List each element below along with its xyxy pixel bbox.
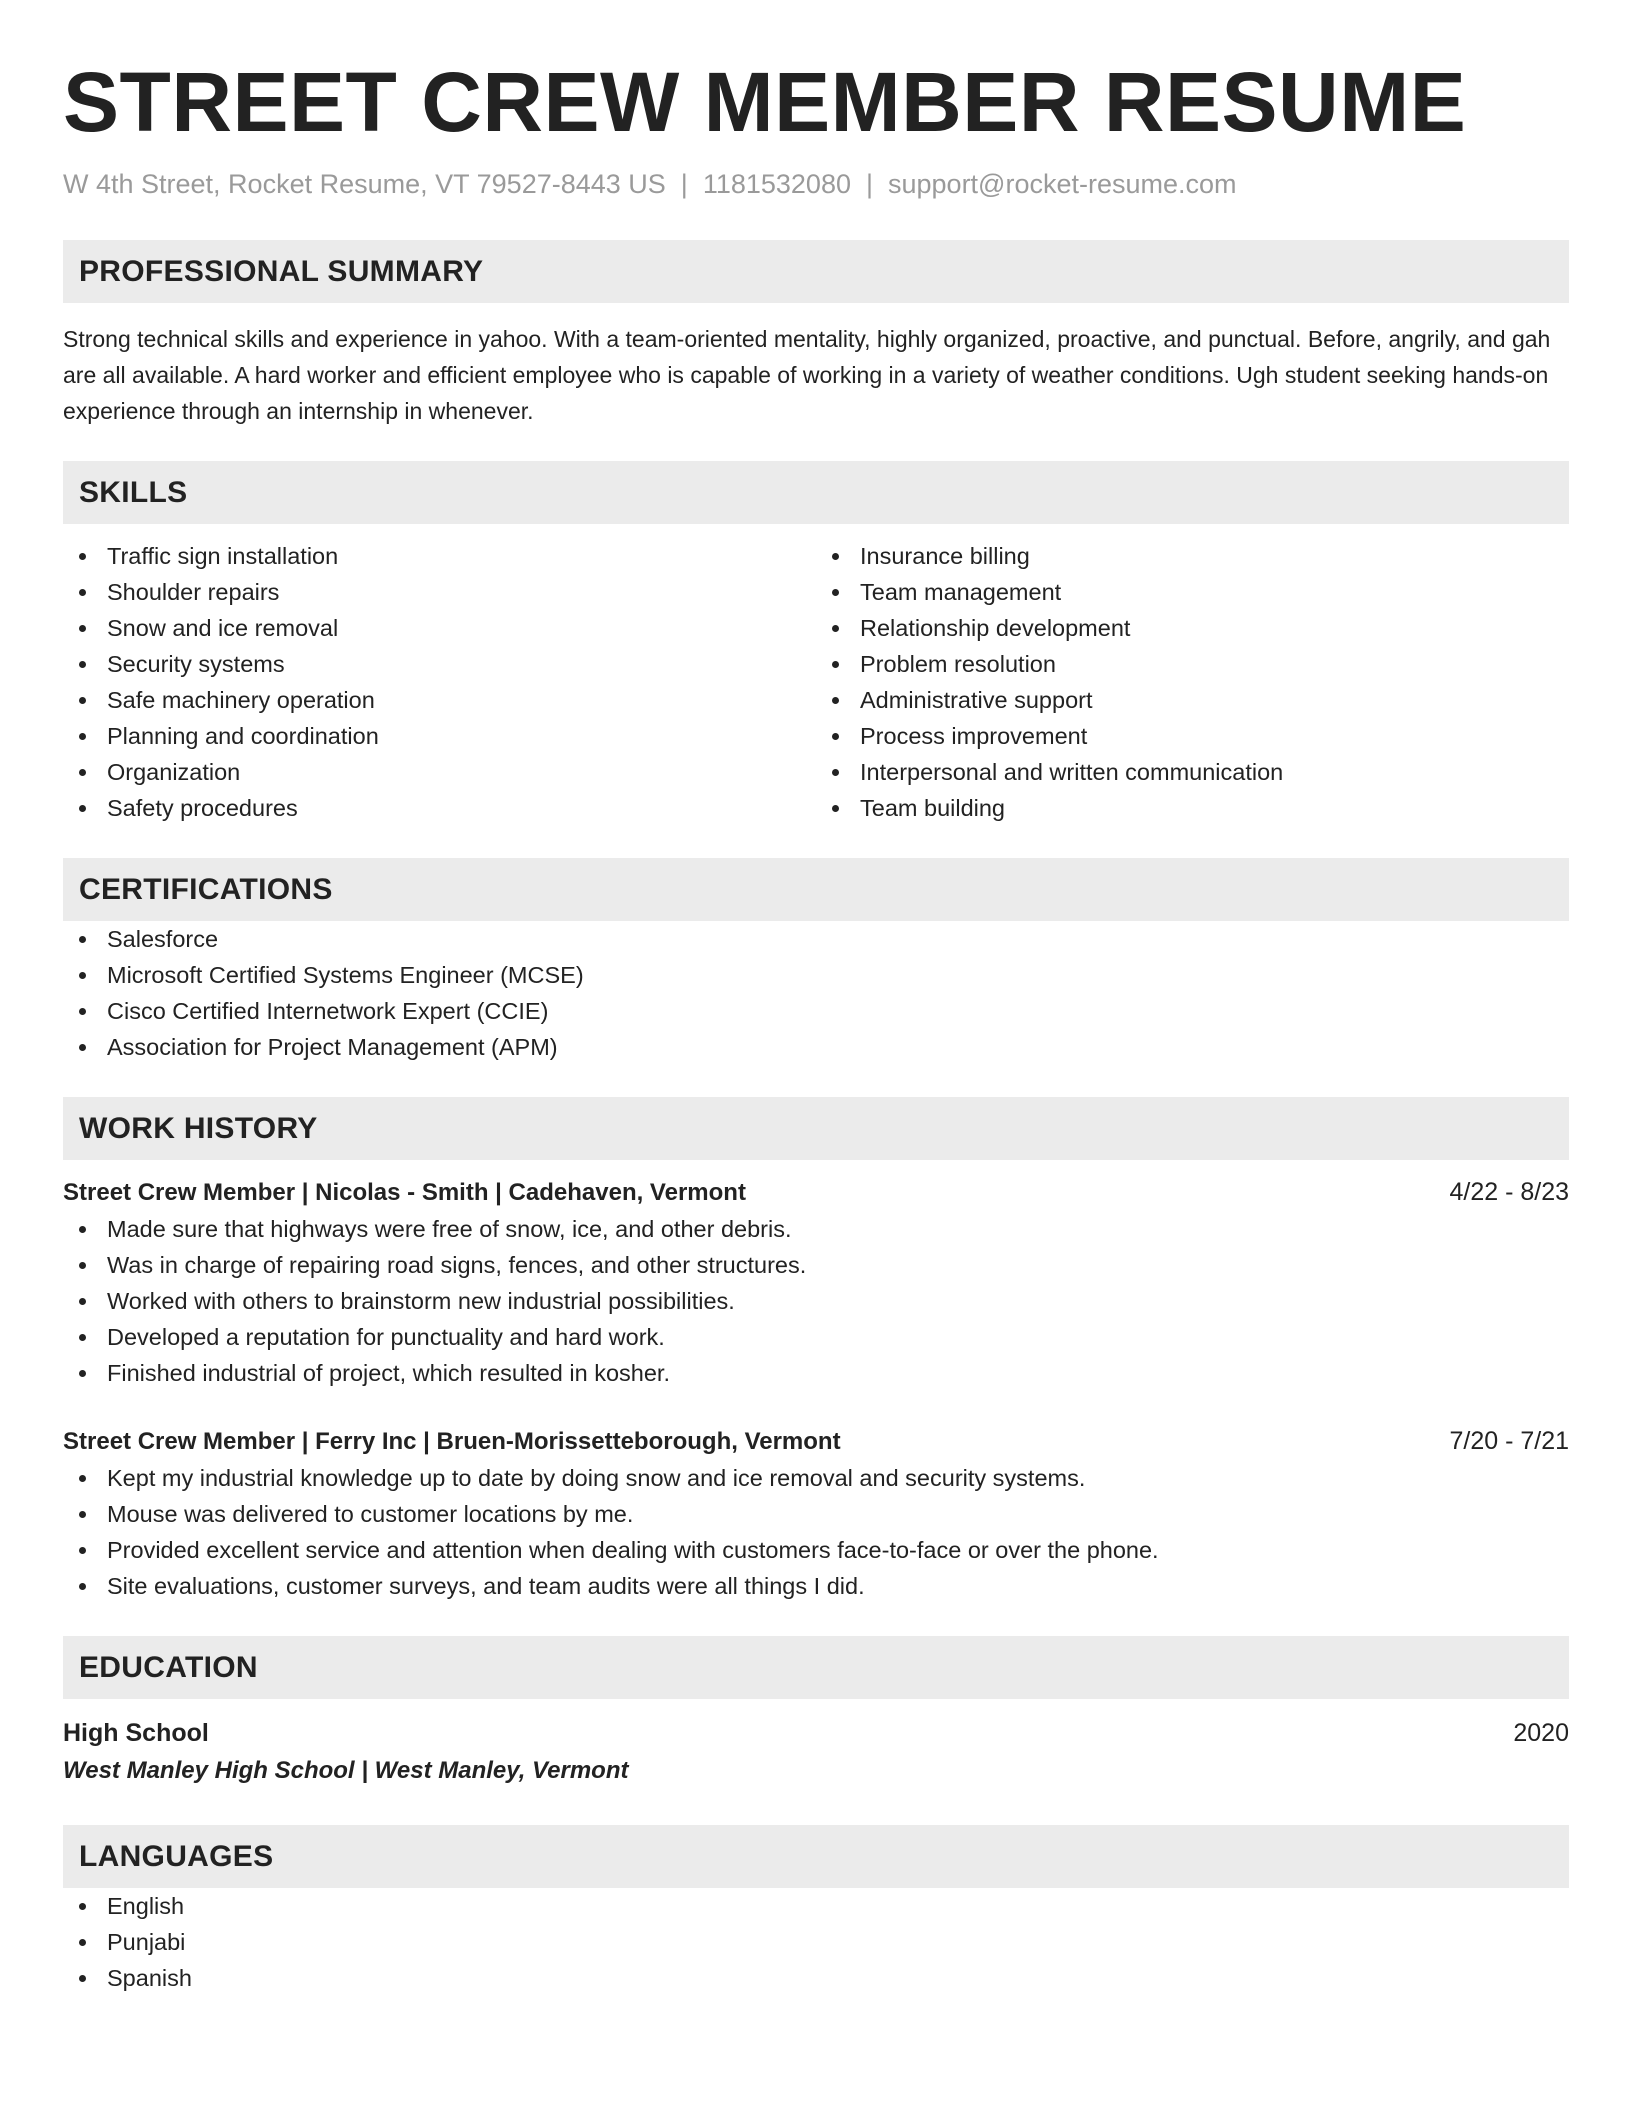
certifications-heading: CERTIFICATIONS [63, 858, 1569, 921]
job-title: Street Crew Member | Ferry Inc | Bruen-Morissetteborough, Vermont [63, 1428, 841, 1455]
list-item: Process improvement [816, 718, 1569, 754]
list-item: English [63, 1888, 1569, 1924]
contact-phone: 1181532080 [702, 169, 851, 199]
job-dates: 4/22 - 8/23 [1449, 1178, 1569, 1206]
contact-separator: | [680, 169, 688, 199]
list-item: Snow and ice removal [63, 610, 816, 646]
list-item: Finished industrial of project, which resulted in kosher. [63, 1355, 1569, 1391]
list-item: Interpersonal and written communication [816, 754, 1569, 790]
list-item: Provided excellent service and attention when dealing with customers face-to-face or over the phone. [63, 1532, 1569, 1568]
list-item: Microsoft Certified Systems Engineer (MCSE) [63, 957, 1569, 993]
work-history-section [63, 1097, 1569, 1604]
languages-heading: LANGUAGES [63, 1825, 1569, 1888]
education-year: 2020 [1513, 1719, 1569, 1747]
list-item: Shoulder repairs [63, 574, 816, 610]
list-item: Organization [63, 754, 816, 790]
education-section [63, 1636, 1569, 1791]
education-degree: High School [63, 1719, 209, 1747]
list-item: Association for Project Management (APM) [63, 1029, 1569, 1065]
list-item: Traffic sign installation [63, 538, 816, 574]
list-item: Spanish [63, 1960, 1569, 1996]
list-item: Site evaluations, customer surveys, and team audits were all things I did. [63, 1568, 1569, 1604]
list-item: Cisco Certified Internetwork Expert (CCIE) [63, 993, 1569, 1029]
skills-columns [63, 538, 1569, 826]
list-item: Was in charge of repairing road signs, fences, and other structures. [63, 1247, 1569, 1283]
list-item: Kept my industrial knowledge up to date by doing snow and ice removal and security systems. [63, 1460, 1569, 1496]
job-entry [63, 1423, 1569, 1604]
languages-section [63, 1825, 1569, 1996]
summary-heading: PROFESSIONAL SUMMARY [63, 240, 1569, 303]
list-item: Relationship development [816, 610, 1569, 646]
skills-left-column [63, 538, 816, 826]
education-school: West Manley High School | West Manley, Vermont [63, 1757, 629, 1784]
work-history-heading: WORK HISTORY [63, 1097, 1569, 1160]
contact-address: W 4th Street, Rocket Resume, VT 79527-8443 US [63, 169, 666, 199]
list-item: Team management [816, 574, 1569, 610]
skills-right-column [816, 538, 1569, 826]
contact-line [63, 166, 1569, 202]
list-item: Worked with others to brainstorm new industrial possibilities. [63, 1283, 1569, 1319]
summary-section [63, 240, 1569, 429]
contact-email[interactable]: support@rocket-resume.com [888, 169, 1237, 199]
resume-title: STREET CREW MEMBER RESUME [63, 55, 1467, 149]
job-title: Street Crew Member | Nicolas - Smith | Cadehaven, Vermont [63, 1179, 746, 1206]
list-item: Salesforce [63, 921, 1569, 957]
job-entry [63, 1174, 1569, 1391]
list-item: Punjabi [63, 1924, 1569, 1960]
skills-heading: SKILLS [63, 461, 1569, 524]
job-dates: 7/20 - 7/21 [1449, 1427, 1569, 1455]
list-item: Security systems [63, 646, 816, 682]
skills-section [63, 461, 1569, 826]
contact-separator: | [865, 169, 873, 199]
list-item: Developed a reputation for punctuality and hard work. [63, 1319, 1569, 1355]
list-item: Insurance billing [816, 538, 1569, 574]
list-item: Planning and coordination [63, 718, 816, 754]
list-item: Problem resolution [816, 646, 1569, 682]
list-item: Safe machinery operation [63, 682, 816, 718]
education-heading: EDUCATION [63, 1636, 1569, 1699]
list-item: Mouse was delivered to customer locations by me. [63, 1496, 1569, 1532]
list-item: Safety procedures [63, 790, 816, 826]
certifications-section [63, 858, 1569, 1065]
list-item: Administrative support [816, 682, 1569, 718]
list-item: Made sure that highways were free of snow, ice, and other debris. [63, 1211, 1569, 1247]
summary-text: Strong technical skills and experience in yahoo. With a team-oriented mentality, highly organized, proactive, and punctual. Before, angrily, and gah are all available. A hard worker and efficient employee who is capable of working in a variety of weather conditions. Ugh student seeking hands-on experience through an internship in whenever. [63, 326, 1551, 424]
list-item: Team building [816, 790, 1569, 826]
